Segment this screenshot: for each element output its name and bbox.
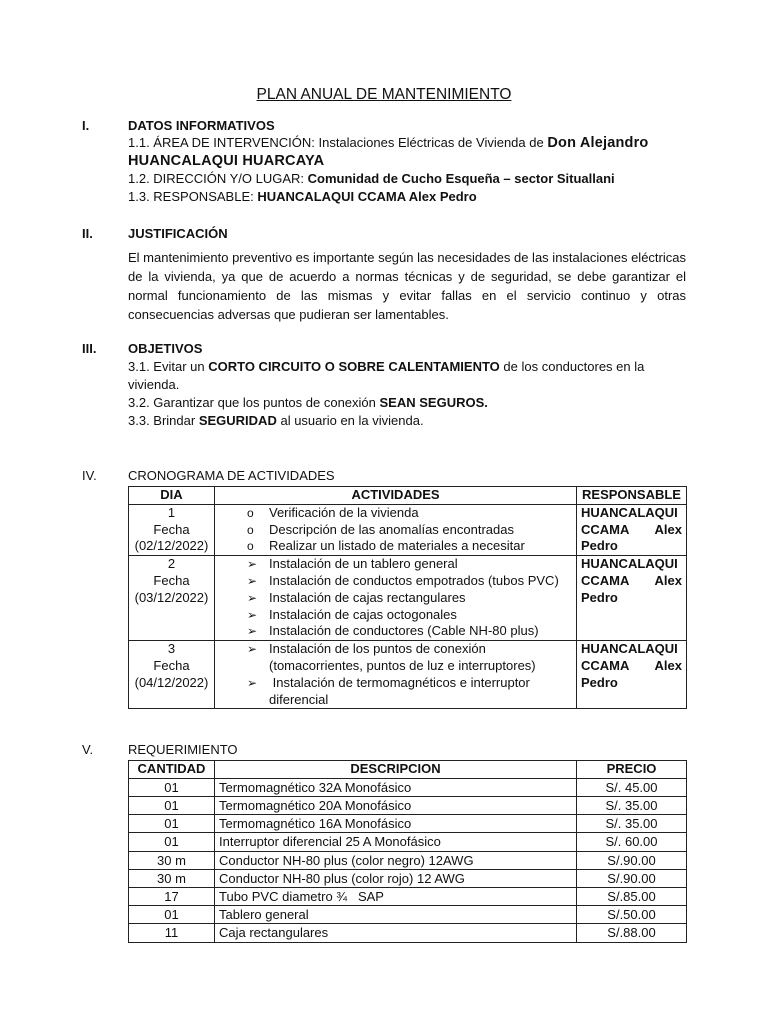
requirements-header-quantity: CANTIDAD: [129, 761, 215, 779]
table-row: [129, 869, 687, 887]
day-number: 2: [167, 556, 176, 572]
description-cell: Tablero general: [215, 906, 577, 924]
arrow-bullet-icon: ➢: [247, 642, 258, 657]
activity-item: [219, 607, 572, 624]
quantity-cell: 01: [129, 797, 215, 815]
price-cell: S/.90.00: [577, 851, 687, 869]
schedule-header-responsible: RESPONSABLE: [577, 487, 687, 505]
objective-1-text: 3.1. Evitar un: [128, 359, 205, 374]
requirements-header-description: DESCRIPCION: [215, 761, 577, 779]
objective-3-emphasis: SEGURIDAD: [198, 413, 277, 428]
day-date-label: Fecha: [153, 657, 190, 673]
activity-item: [219, 556, 572, 573]
section-3-heading: OBJETIVOS: [128, 341, 203, 356]
description-cell: Termomagnético 20A Monofásico: [215, 797, 577, 815]
price-cell: S/.90.00: [577, 869, 687, 887]
price-cell: S/. 35.00: [577, 815, 687, 833]
schedule-row: [129, 641, 687, 709]
activity-item: [219, 522, 572, 539]
quantity-cell: 01: [129, 906, 215, 924]
schedule-responsible-cell: HUANCALAQUI CCAMA Alex Pedro: [577, 504, 687, 555]
section-5-heading: REQUERIMIENTO: [128, 742, 238, 757]
section-4-heading: CRONOGRAMA DE ACTIVIDADES: [128, 468, 335, 483]
day-number: 3: [167, 641, 176, 657]
area-line: [128, 134, 649, 152]
document-title: PLAN ANUAL DE MANTENIMIENTO: [256, 86, 512, 103]
schedule-row: [129, 504, 687, 555]
table-row: [129, 906, 687, 924]
schedule-header-row: [129, 487, 687, 505]
activity-item: [219, 573, 572, 590]
activity-text: Realizar un listado de materiales a necesitar: [269, 538, 525, 554]
description-cell: Conductor NH-80 plus (color negro) 12AWG: [215, 851, 577, 869]
activity-text: Verificación de la vivienda: [269, 504, 419, 520]
schedule-activities-cell: [215, 556, 577, 641]
description-cell: Termomagnético 32A Monofásico: [215, 778, 577, 796]
activity-continuation: [219, 658, 572, 675]
table-row: [129, 833, 687, 851]
objective-1: [128, 358, 644, 376]
circle-bullet-icon: o: [247, 522, 254, 537]
price-cell: S/. 60.00: [577, 833, 687, 851]
arrow-bullet-icon: ➢: [247, 675, 258, 690]
area-owner-first: Don Alejandro: [547, 135, 649, 151]
price-cell: S/.50.00: [577, 906, 687, 924]
price-cell: S/. 45.00: [577, 778, 687, 796]
schedule-table: [128, 486, 687, 709]
schedule-responsible-cell: HUANCALAQUI CCAMA Alex Pedro: [577, 556, 687, 641]
section-2-heading: JUSTIFICACIÓN: [128, 226, 228, 241]
circle-bullet-icon: o: [247, 539, 254, 554]
table-row: [129, 797, 687, 815]
requirements-table: [128, 760, 687, 943]
activity-text: Instalación de cajas octogonales: [269, 606, 457, 622]
activity-text: Instalación de los puntos de conexión: [269, 641, 486, 657]
price-cell: S/.88.00: [577, 924, 687, 942]
responsible-label: 1.3. RESPONSABLE:: [128, 189, 254, 204]
table-row: [129, 851, 687, 869]
arrow-bullet-icon: ➢: [247, 607, 258, 622]
objective-2-text: 3.2. Garantizar que los puntos de conexión: [128, 395, 376, 410]
objective-1-emphasis: CORTO CIRCUITO O SOBRE CALENTAMIENTO: [208, 359, 500, 374]
day-number: 1: [167, 504, 176, 520]
requirements-header-price: PRECIO: [577, 761, 687, 779]
description-cell: Termomagnético 16A Monofásico: [215, 815, 577, 833]
activity-item: [219, 623, 572, 640]
arrow-bullet-icon: ➢: [247, 624, 258, 639]
activity-item: [219, 641, 572, 658]
activity-text: Instalación de termomagnéticos e interruptor: [272, 674, 530, 690]
activity-text: Instalación de conductores (Cable NH-80 plus): [269, 623, 539, 639]
day-date: (03/12/2022): [134, 589, 209, 605]
address-line: [128, 170, 615, 188]
schedule-day-cell: [129, 641, 215, 709]
objective-3-text: 3.3. Brindar: [128, 413, 196, 428]
quantity-cell: 17: [129, 888, 215, 906]
objective-2-emphasis: SEAN SEGUROS.: [379, 395, 488, 410]
schedule-row: [129, 556, 687, 641]
activity-continuation: [219, 692, 572, 709]
day-date-label: Fecha: [153, 521, 190, 537]
area-owner-last: HUANCALAQUI HUARCAYA: [128, 153, 325, 169]
activity-text: Instalación de un tablero general: [269, 556, 458, 572]
schedule-responsible-cell: HUANCALAQUI CCAMA Alex Pedro: [577, 641, 687, 709]
activity-text: diferencial: [269, 691, 329, 707]
activity-item: [219, 675, 572, 692]
description-cell: Tubo PVC diametro ¾ SAP: [215, 888, 577, 906]
day-date: (02/12/2022): [134, 538, 209, 554]
schedule-day-cell: [129, 556, 215, 641]
area-label: 1.1. ÁREA DE INTERVENCIÓN: Instalaciones Eléctricas de Vivienda de: [128, 135, 544, 150]
quantity-cell: 01: [129, 778, 215, 796]
day-date-label: Fecha: [153, 572, 190, 588]
section-1-number: I.: [82, 118, 90, 133]
activity-text: Descripción de las anomalías encontradas: [269, 521, 514, 537]
address-label: 1.2. DIRECCIÓN Y/O LUGAR:: [128, 171, 305, 186]
schedule-header-activities: ACTIVIDADES: [215, 487, 577, 505]
section-4-number: IV.: [82, 468, 97, 483]
responsible-value: HUANCALAQUI CCAMA Alex Pedro: [257, 189, 477, 204]
activity-item: [219, 538, 572, 555]
quantity-cell: 30 m: [129, 869, 215, 887]
quantity-cell: 01: [129, 815, 215, 833]
table-row: [129, 924, 687, 942]
price-cell: S/.85.00: [577, 888, 687, 906]
arrow-bullet-icon: ➢: [247, 590, 258, 605]
price-cell: S/. 35.00: [577, 797, 687, 815]
requirements-header-row: [129, 761, 687, 779]
arrow-bullet-icon: ➢: [247, 573, 258, 588]
schedule-activities-cell: [215, 641, 577, 709]
section-2-number: II.: [82, 226, 93, 241]
day-date: (04/12/2022): [134, 674, 209, 690]
responsible-line: [128, 188, 477, 206]
quantity-cell: 01: [129, 833, 215, 851]
activity-item: [219, 590, 572, 607]
schedule-day-cell: [129, 504, 215, 555]
schedule-header-day: DIA: [129, 487, 215, 505]
description-cell: Caja rectangulares: [215, 924, 577, 942]
objective-3: [128, 412, 424, 430]
objective-2: [128, 394, 488, 412]
arrow-bullet-icon: ➢: [247, 557, 258, 572]
description-cell: Conductor NH-80 plus (color rojo) 12 AWG: [215, 869, 577, 887]
table-row: [129, 888, 687, 906]
justification-text: El mantenimiento preventivo es importante según las necesidades de las instalaciones eléctricas de la vivienda, ya que de acuerdo a normas técnicas y de seguridad, se debe garantizar el normal funcionamiento de las mismas y evitar fallas en el servicio continuo y otras consecuencias adversas que pudieran ser lamentables.: [128, 250, 686, 322]
circle-bullet-icon: o: [247, 505, 254, 520]
objective-1-rest: de los conductores en la: [503, 359, 645, 374]
quantity-cell: 30 m: [129, 851, 215, 869]
address-value: Comunidad de Cucho Esqueña – sector Situallani: [307, 171, 615, 186]
section-3-number: III.: [82, 341, 97, 356]
table-row: [129, 815, 687, 833]
objective-1-continued: vivienda.: [128, 377, 180, 392]
quantity-cell: 11: [129, 924, 215, 942]
activity-item: [219, 505, 572, 522]
description-cell: Interruptor diferencial 25 A Monofásico: [215, 833, 577, 851]
table-row: [129, 778, 687, 796]
section-1-heading: DATOS INFORMATIVOS: [128, 118, 275, 133]
objective-3-rest: al usuario en la vivienda.: [280, 413, 424, 428]
activity-text: (tomacorrientes, puntos de luz e interruptores): [269, 657, 536, 673]
section-5-number: V.: [82, 742, 94, 757]
schedule-activities-cell: [215, 504, 577, 555]
activity-text: Instalación de cajas rectangulares: [269, 589, 466, 605]
activity-text: Instalación de conductos empotrados (tubos PVC): [269, 572, 559, 588]
